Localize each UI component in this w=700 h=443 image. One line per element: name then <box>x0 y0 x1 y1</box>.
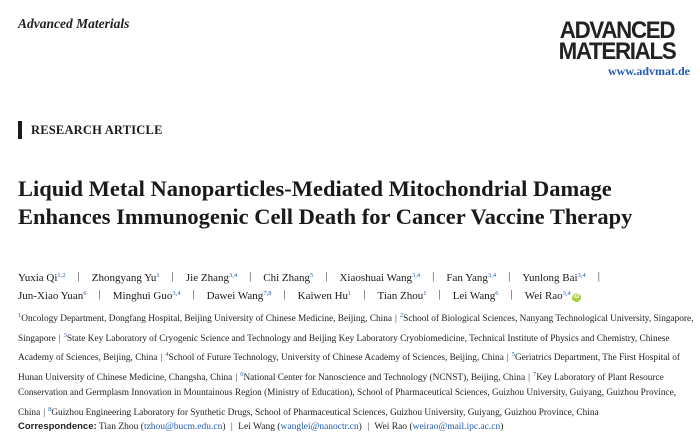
affiliation-text: Guizhou Engineering Laboratory for Synthetic Drugs, School of Pharmaceutical Sciences, Guizhou University, Guiyang, Guizhou Province, China <box>51 407 599 418</box>
correspondence-separator: | <box>230 422 233 432</box>
affiliation-text: State Key Laboratory of Cryogenic Science and Technology and Beijing Key Laboratory Cryobiomedicine, Technical Institute of Physics and Chemistry, Chinese Academy of Sciences, Beijing, China <box>18 333 670 363</box>
affiliation-item <box>165 353 504 363</box>
affiliation-text: National Center for Nanoscience and Technology (NCNST), Beijing, China <box>243 372 526 383</box>
author-name[interactable]: Xiaoshuai Wang$^{3,4}$ <box>339 272 421 284</box>
author-separator: | <box>249 270 252 282</box>
author-affiliation-ref: 1 <box>348 290 352 297</box>
author-separator: | <box>508 270 511 282</box>
journal-name: Advanced Materials <box>18 16 130 31</box>
correspondence-name: Wei Rao <box>374 422 408 432</box>
affiliation-number: 3 <box>63 331 67 339</box>
author-name[interactable]: Wei Rao$^{3,4}$ iD <box>524 290 580 302</box>
logo-line-materials: MATERIALS <box>558 38 676 65</box>
affiliation-text: Geriatrics Department, The First Hospital of Hunan University of Chinese Medicine, Changsha, China <box>18 353 681 383</box>
affiliation-number: 7 <box>532 370 537 378</box>
affiliation-separator: | <box>58 333 61 344</box>
correspondence-email-link[interactable]: tzhou@bucm.edu.cn <box>143 422 223 432</box>
author-affiliation-ref: 3,4 <box>412 272 421 279</box>
author-separator: | <box>325 270 328 282</box>
author-name[interactable]: Chi Zhang$^5$ <box>263 272 314 284</box>
orcid-icon[interactable]: iD <box>573 294 580 300</box>
affiliation-number: 1 <box>18 312 22 319</box>
affiliation-number: 6 <box>240 370 244 378</box>
affiliation-number: 4 <box>165 351 169 358</box>
journal-logo[interactable] <box>544 17 690 65</box>
affiliation-item <box>18 314 392 324</box>
author-name[interactable]: Yuxia Qi$^{1,2}$ <box>18 272 66 284</box>
author-list <box>18 268 688 304</box>
author-affiliation-ref: 1 <box>156 272 160 279</box>
journal-url-link[interactable]: www.advmat.de <box>607 64 690 78</box>
author-affiliation-ref: 3,4 <box>562 290 571 297</box>
author-separator: | <box>363 288 366 300</box>
author-name[interactable]: Jie Zhang$^{3,4}$ <box>185 272 238 284</box>
affiliation-text: School of Biological Sciences, Nanyang Technological University, Singapore, Singapore <box>18 314 694 344</box>
correspondence-email-link[interactable]: wanglei@nanoctr.cn <box>280 422 359 432</box>
author-name[interactable]: Fan Yang$^{3,4}$ <box>446 272 497 284</box>
correspondence-name: Tian Zhou <box>98 422 139 432</box>
author-row-1 <box>18 268 688 286</box>
author-separator: | <box>77 270 80 282</box>
author-name[interactable]: Yunlong Bai$^{3,4}$ <box>522 272 586 284</box>
affiliation-separator: | <box>235 372 238 383</box>
affiliation-separator: | <box>160 353 163 363</box>
correspondence: Correspondence: Tian Zhou (tzhou@bucm.edu.cn) | Lei Wang (wanglei@nanoctr.cn) | Wei Rao (weirao@mail.ipc.ac.cn) <box>18 421 504 432</box>
author-affiliation-ref: 3,4 <box>172 290 181 297</box>
affiliation-item <box>48 405 599 418</box>
affiliation-separator: | <box>43 407 46 418</box>
author-row-2 <box>18 286 688 304</box>
correspondence-email-link[interactable]: weirao@mail.ipc.ac.cn <box>412 422 501 432</box>
author-name[interactable]: Dawei Wang$^{7,8}$ <box>206 290 272 302</box>
author-affiliation-ref: 3,4 <box>228 272 238 279</box>
article-title: Liquid Metal Nanoparticles-Mediated Mitochondrial Damage Enhances Immunogenic Cell Death for Cancer Vaccine Therapy <box>18 176 633 229</box>
affiliation-text: Key Laboratory of Plant Resource Conservation and Germplasm Innovation in Mountainous Region (Ministry of Education), School of Pharmaceutical Sciences, Guizhou University, Guiyang, Guizhou Province, China <box>18 372 677 418</box>
article-type-label: RESEARCH ARTICLE <box>18 121 163 139</box>
author-separator: | <box>283 288 286 300</box>
author-affiliation-ref: 3,4 <box>487 272 497 279</box>
author-affiliation-ref: 3,4 <box>577 272 586 279</box>
author-affiliation-ref: 7,8 <box>263 290 272 297</box>
affiliation-number: 2 <box>399 312 404 319</box>
author-name[interactable]: Zhongyang Yu$^1$ <box>91 272 160 284</box>
correspondence-name: Lei Wang <box>238 422 275 432</box>
author-name[interactable]: Kaiwen Hu$^1$ <box>297 290 352 302</box>
author-separator: | <box>432 270 435 282</box>
author-affiliation-ref: 6 <box>83 290 87 297</box>
affiliation-number: 5 <box>511 351 515 358</box>
author-separator: | <box>510 288 513 300</box>
author-separator: | <box>171 270 174 282</box>
author-separator: | <box>98 288 101 300</box>
author-name[interactable]: Jun-Xiao Yuan$^6$ <box>18 290 87 302</box>
author-name[interactable]: Lei Wang$^6$ <box>452 290 499 302</box>
affiliations <box>18 308 694 421</box>
author-affiliation-ref: 5 <box>310 272 314 279</box>
affiliation-text: School of Future Technology, University of Chinese Academy of Sciences, Beijing, China <box>168 353 504 363</box>
correspondence-separator: | <box>367 422 370 432</box>
author-separator: | <box>597 270 600 282</box>
affiliation-number: 8 <box>48 405 52 413</box>
author-affiliation-ref: 1 <box>423 290 427 297</box>
affiliation-separator: | <box>506 353 509 363</box>
logo-line-advanced: ADVANCED <box>559 17 675 44</box>
correspondence-label: Correspondence: <box>18 421 97 432</box>
author-name[interactable]: Minghui Guo$^{3,4}$ <box>112 290 181 302</box>
affiliation-text: Oncology Department, Dongfang Hospital, Beijing University of Chinese Medicine, Beijing, China <box>21 314 393 324</box>
affiliation-item <box>240 370 526 383</box>
author-affiliation-ref: 1,2 <box>57 272 66 279</box>
author-affiliation-ref: 6 <box>495 290 499 297</box>
author-name[interactable]: Tian Zhou$^1$ <box>377 290 427 302</box>
author-separator: | <box>192 288 195 300</box>
affiliation-separator: | <box>528 372 530 383</box>
author-separator: | <box>438 288 441 300</box>
affiliation-separator: | <box>395 314 397 324</box>
